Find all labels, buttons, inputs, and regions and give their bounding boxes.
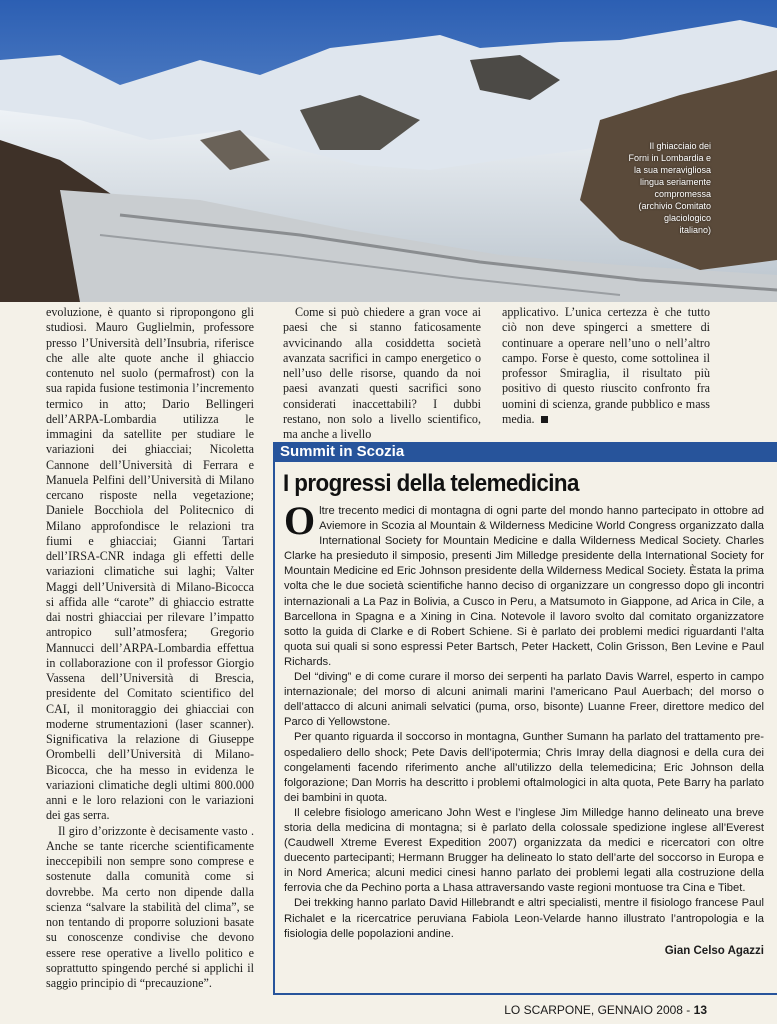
publication-name: LO SCARPONE, GENNAIO 2008 -	[504, 1003, 691, 1017]
page-number: 13	[693, 1003, 707, 1017]
paragraph: Il giro d’orizzonte è decisamente vasto . Anche se tante ricerche scientificamente ineccepibili non sempre sono comprese e sostenute dalla comunità come si dovrebbe. Ma certo non dipende dalla scienza “salvare la stabilità del clima”, se non tentando di proporre soluzioni basate su conoscenze condivise che devono essere rese operative a livello politico e soprattutto spingendo perché si applichi il saggio principio di “precauzione”.	[46, 823, 254, 990]
paragraph: Del “diving” e di come curare il morso dei serpenti ha parlato Davis Warrel, esperto in campo internazionale; del morso di alcuni animali marini l’americano Paul Auerbach; del morso o dell’attacco di alcuni animali selvatici (puma, orso, bisonte) Luanne Freer, direttore medico del Parco di Yellowstone.	[284, 671, 764, 729]
caption-line: la sua meravigliosa	[633, 165, 711, 175]
end-mark-icon	[541, 416, 548, 423]
text-column-left	[46, 305, 254, 991]
caption-line: compromessa	[654, 189, 711, 199]
article-author: Gian Celso Agazzi	[664, 944, 764, 957]
paragraph	[284, 498, 764, 670]
article-headline: I progressi della telemedicina	[283, 470, 579, 497]
paragraph: Il celebre fisiologo americano John West e l’inglese Jim Milledge hanno delineato una breve storia della medicina di montagna; si è parlato della colossale spedizione inglese all’Everest (Caudwell Xtreme Everest Expedition 2007) organizzata da medici e ricercatori con oltre duecento partecipanti; Hermann Brugger ha delineato lo stato dell’arte del soccorso in Europa e in Nord America; alcuni medici cinesi hanno parlato dei problemi legati alla costruzione della ferrovia che da Pechino porta a Lhasa attraversando vaste regioni montuose tra Cina e Tibet.	[284, 806, 764, 895]
paragraph: Dei trekking hanno parlato David Hillebrandt e altri specialisti, mentre il fisiologo francese Paul Richalet e la ricercatrice peruviana Fabiola Leon-Velarde hanno illustrato l’antropologia e la fisiologia delle popolazioni andine.	[284, 897, 764, 940]
caption-line: Forni in Lombardia e	[628, 153, 711, 163]
caption-line: (archivio Comitato	[638, 201, 711, 211]
drop-cap: O	[284, 498, 316, 543]
paragraph: Come si può chiedere a gran voce ai paesi che si stanno faticosamente avvicinando alla cosiddetta società avanzata sacrifici in campo energetico o nell’uso delle risorse, quando da noi paesi avanzati questi sacrifici sono considerati inaccettabili? I dubbi restano, non solo a livello scientifico, ma anche a livello	[283, 305, 481, 441]
caption-line: lingua seriamente	[639, 177, 711, 187]
paragraph-text: ltre trecento medici di montagna di ogni parte del mondo hanno partecipato in ottobre ad Aviemore in Scozia al Mountain & Wilderness Medicine World Congress organizzato dalla International Society for Mountain Medicine e dalla Wilderness Medical Society. Charles Clarke ha presieduto il simposio, presenti Jim Milledge presidente della International Society for Mountain Medicine ed Eric Johnson presidente della Wilderness Medical Society. Èstata la prima volta che le due società scientifiche hanno deciso di organizzare un congresso dopo gli incontri internazionali a La Paz in Bolivia, a Cusco in Peru, a Matsumoto in Giappone, ad Arica in Cile, a Barcellona in Spagna e a Xining in Cina. Notevole il lavoro svolto dal comitato organizzatore sotto la guida di Clarke e di Robert Schiene. Si è parlato dei problemi medici riguardanti l’alta quota sui quali si sono espressi Peter Bartsch, Peter Hackett, Colin Grisson, Ben Levine e Paul Richards.	[284, 505, 764, 668]
article-box	[273, 462, 777, 995]
paragraph: Per quanto riguarda il soccorso in montagna, Gunther Sumann ha parlato del trattamento pre-ospedaliero dello shock; Pete Davis dell’ipotermia; Chris Imray della diagnosi e della cura dei congelamenti facendo riferimento anche all’utilizzo della telemedicina; Eric Johnson della folgorazione; Dan Morris ha descritto i problemi oftalmologici in alta quota, Pete Barry ha parlato dei bambini in quota.	[284, 731, 764, 804]
section-title: Summit in Scozia	[280, 443, 405, 460]
paragraph	[502, 305, 710, 427]
text-column-middle	[283, 305, 481, 442]
glacier-photo	[0, 0, 777, 302]
paragraph-text: applicativo. L’unica certezza è che tutto ciò non deve spingerci a smettere di continuare a operare nell’uno o nell’altro campo. Forse è questo, come sottolinea il professor Smiraglia, il risultato più positivo di questo riuscito confronto fra uomini di scienza, grande pubblico e mass media.	[502, 305, 710, 426]
caption-line: glaciologico	[663, 213, 711, 223]
text-column-right	[502, 305, 710, 427]
section-banner	[273, 442, 777, 462]
paragraph: evoluzione, è quanto si ripropongono gli studiosi. Mauro Guglielmin, professore presso l’Università dell’Insubria, riferisce che alle alte quote anche il ghiaccio contenuto nel suolo (permafrost) con la sua rapida fusione testimonia l’incremento termico in atto; Dario Bellingeri dell’ARPA-Lombardia utilizza le immagini da satellite per studiare le variazioni dei ghiacciai; Nicoletta Cannone dell’Università di Ferrara e Manuela Pelfini dell’Università di Milano cercano risposte nella vegetazione; Daniele Bocchiola del Politecnico di Milano approfondisce le relazioni tra fiumi e ghiacciai; Gianni Tartari dell’IRSA-CNR indaga gli effetti delle variazioni climatiche sui laghi; Valter Maggi dell’Università di Milano-Bicocca si affida alle “carote” di ghiaccio estratte dai nostri ghiacciai per rilevare l’impatto antropico sull’atmosfera; Gregorio Mannucci dell’ARPA-Lombardia effettua in collaborazione con il professor Giorgio Vassena dell’Università di Brescia, presidente del Comitato scientifico del CAI, il monitoraggio dei ghiacciai con moderne strumentazioni (laser scanner). Significativa la relazione di Giuseppe Orombelli dell’Università di Milano-Bicocca, che ha messo in evidenza le variazioni climatiche degli ultimi 800.000 anni e le loro relazioni con le variazioni dei gas serra.	[46, 305, 254, 823]
page-footer	[504, 1003, 707, 1017]
article-body	[284, 498, 764, 959]
caption-line: Il ghiacciaio dei	[649, 141, 711, 151]
photo-caption	[591, 140, 711, 236]
caption-line: italiano)	[679, 225, 711, 235]
